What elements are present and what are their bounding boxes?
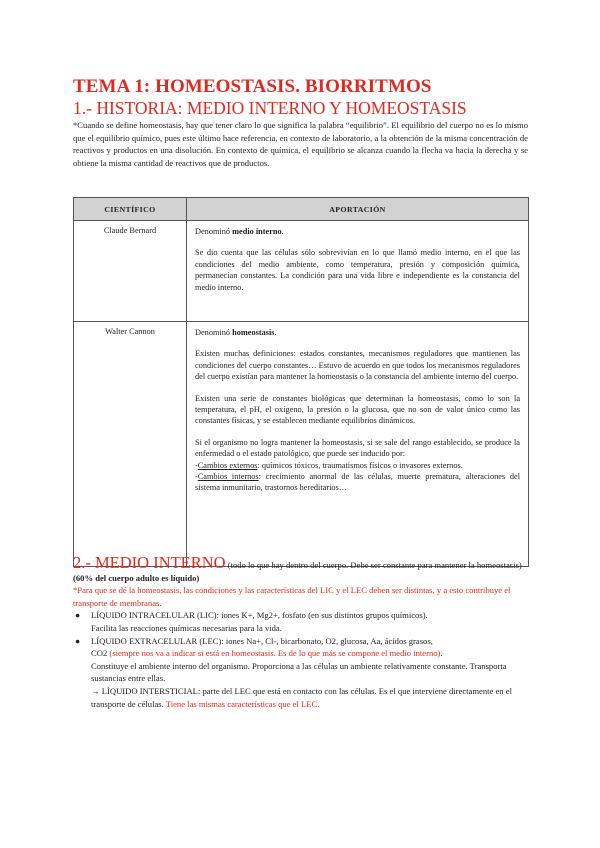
lec-line1: LÍQUIDO EXTRACELULAR (LEC): iones Na+, Cl-, bicarbonato, O2, glucosa, Aa, ácidos grasos, xyxy=(91,635,433,646)
contribution-paragraph: Si el organismo no logra mantener la homeostasis, si se sale del rango establecido, se produce la enfermedad o el estado patológico, que puede ser inducido por: xyxy=(195,437,520,459)
lec-description: Constituye el ambiente interno del organismo. Proporciona a las células un ambiente relativamente constante. Transporta sustancias entre ellas. xyxy=(91,660,507,684)
fluid-list xyxy=(73,609,533,710)
percent-note xyxy=(73,572,533,585)
contribution-paragraph: Existen una serie de constantes biológicas que determinan la homeostasis, como lo son la temperatura, el pH, el oxígeno, la presión o la glucosa, que no son de valor único como las constantes físicas, y se establecen mediante equilibrios dinámicos. xyxy=(195,393,520,426)
table-row xyxy=(74,322,529,567)
cause-dash: - xyxy=(195,460,198,470)
cause-item xyxy=(195,471,520,494)
bullet-icon: ● xyxy=(75,610,81,621)
arrow-icon: → xyxy=(91,685,102,696)
intro-paragraph: *Cuando se define homeostasis, hay que tener claro lo que significa la palabra “equilibrio”. El equilibrio del cuerpo no es lo mismo que el equilibrio químico, pues este último hace referencia, en contexto de laboratorio, a la obtención de la misma concentración de reactivos y productos en una disolución. En contexto de química, el equilibrio se alcanza cuando la flecha va hacia la derecha y se obtiene la misma cantidad de reactivos que de productos. xyxy=(73,120,528,168)
lec-co2: CO2 xyxy=(91,648,110,659)
coined-prefix: Denominó xyxy=(195,227,233,236)
scientist-name: Walter Cannon xyxy=(74,322,187,567)
section2-heading: 2.- MEDIO INTERNO xyxy=(73,553,226,572)
contribution-paragraph: Se dio cuenta que las células sólo sobrevivían en lo que llamó medio interno, en el que las condiciones del medio ambiente, como temperatura, presión y composición química, permanecían constantes. La condición para una vida libre e independiente es la constancia del medio interno. xyxy=(195,248,520,292)
list-item xyxy=(75,609,533,634)
scientists-table xyxy=(73,197,529,567)
scientist-name: Claude Bernard xyxy=(74,221,187,322)
interstitial-text: LÍQUIDO INTERSTICIAL: parte del LEC que está en contacto con las células. Es el que interviene directamente en el transporte de células. xyxy=(91,685,512,709)
bullet-icon: ● xyxy=(75,635,81,646)
section1-heading: 1.- HISTORIA: MEDIO INTERNO Y HOMEOSTASIS xyxy=(73,98,467,118)
contribution-paragraph: Existen muchas definiciones: estados constantes, mecanismos reguladores que mantienen las condiciones del cuerpo constantes… Estuvo de acuerdo en que todos los mecanismos reguladores del cuerpo existían para mantener la homeostasis o la constancia del ambiente interno del cuerpo. xyxy=(195,349,520,382)
contribution-cell xyxy=(187,221,529,322)
coined-suffix: . xyxy=(274,328,277,337)
section2-heading-note: (todo lo que hay dentro del cuerpo. Debe ser constante para mantener la homeostasis) xyxy=(225,560,522,570)
lec-period: . xyxy=(440,648,443,659)
header-contribution: APORTACIÓN xyxy=(187,198,529,221)
coined-term: homeostasis xyxy=(232,328,275,337)
coined-term: medio interno xyxy=(232,227,282,236)
lec-homeostasis-note: (siempre nos va a indicar si está en homeostasis. Es de lo que más se compone el medio interno) xyxy=(109,648,441,659)
cause-label: Cambios externos xyxy=(197,460,258,470)
section2-heading-line xyxy=(73,553,533,572)
table-header-row xyxy=(74,198,529,221)
coined-line xyxy=(195,226,520,237)
section2 xyxy=(73,553,533,710)
cause-text: : crecimiento anormal de las células, muerte prematura, alteraciones del sistema inmunitario, trastornos hereditarios… xyxy=(195,472,520,493)
coined-line xyxy=(195,327,520,338)
coined-prefix: Denominó xyxy=(195,328,233,337)
cause-label: Cambios internos xyxy=(197,472,259,482)
cause-dash: - xyxy=(195,472,198,482)
section1-intro xyxy=(73,119,528,169)
lic-line2: Facilita las reacciones químicas necesarias para la vida. xyxy=(91,622,282,633)
document-title: TEMA 1: HOMEOSTASIS. BIORRITMOS xyxy=(73,76,432,97)
coined-suffix: . xyxy=(281,227,284,236)
interstitial-note: Tiene las mismas características que el LEC. xyxy=(165,698,320,709)
cause-item xyxy=(195,460,520,471)
contribution-cell xyxy=(187,322,529,567)
percent-note-text: (60% del cuerpo adulto es líquido) xyxy=(73,572,200,583)
membrane-note: *Para que se dé la homeostasis, las condiciones y las características del LIC y el LEC deben ser distintas, y a esto contribuye el transporte de membranas. xyxy=(73,585,511,608)
list-item xyxy=(75,635,533,711)
table-row xyxy=(74,221,529,322)
cause-text: : químicos tóxicos, traumatismos físicos o invasores externos. xyxy=(257,460,463,470)
header-scientist: CIENTÍFICO xyxy=(74,198,187,221)
lic-line1: LÍQUIDO INTRACELULAR (LIC): iones K+, Mg2+, fosfato (en sus distintos grupos químicos). xyxy=(91,610,428,621)
